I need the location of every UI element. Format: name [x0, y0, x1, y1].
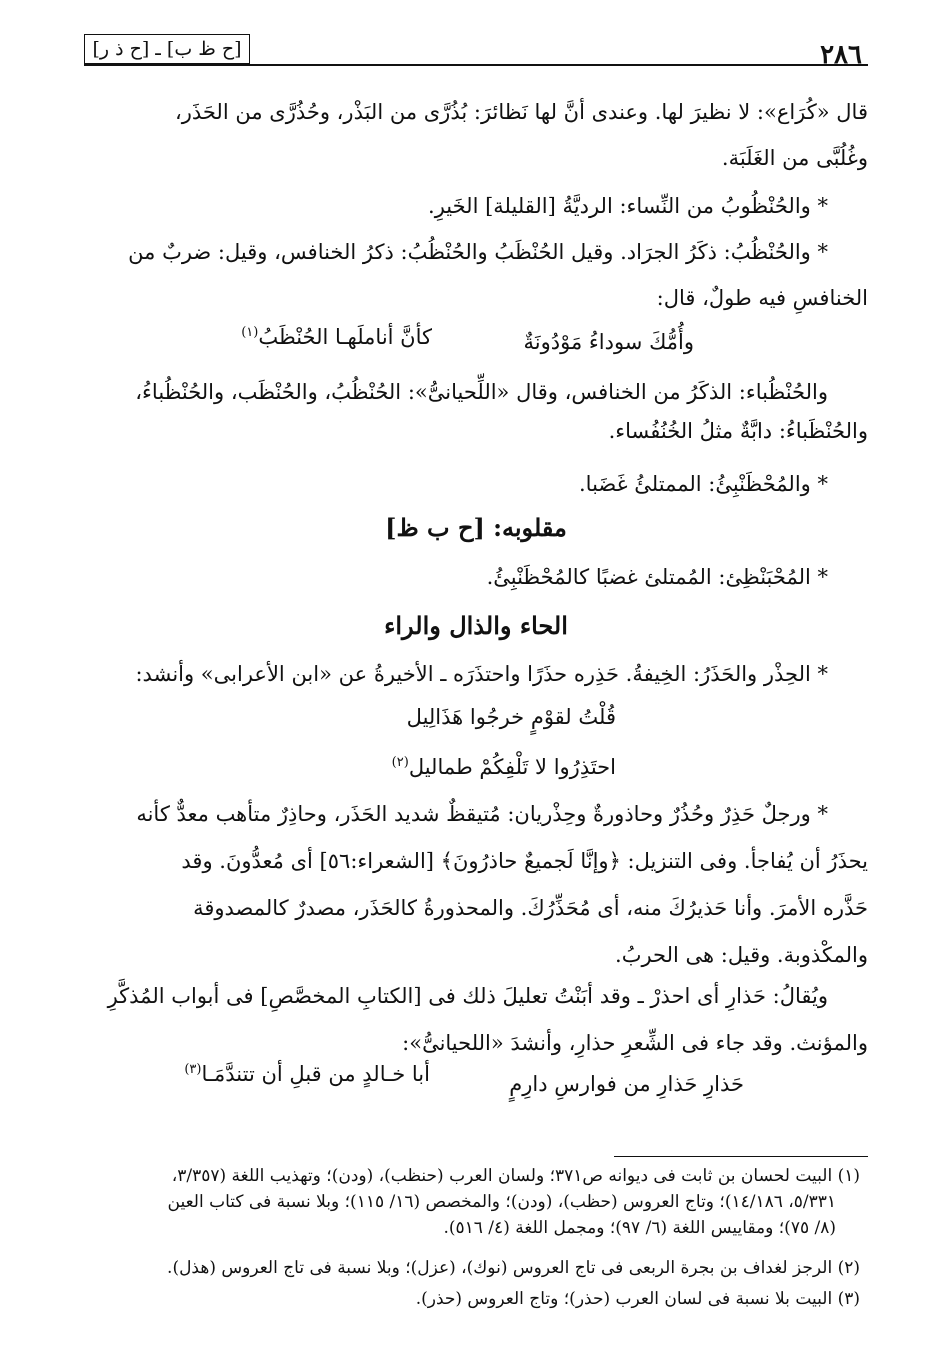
verse-3-second-hemistich	[184, 1062, 430, 1086]
paragraph-line: والحُنْظُباء: الذكَرُ من الخنافس، وقال «اللِّحيانىُّ»: الحُنْظُبُ، والحُنْظَب، والحُنْظُباءُ،	[135, 380, 828, 404]
paragraph-line: * والمُحْظَنْبِئُ: الممتلئُ غَضَبا.	[579, 472, 828, 496]
paragraph-line: وغُلُبَّى من الغَلَبَة.	[721, 146, 868, 170]
paragraph-line: * الحِذْر والحَذَرُ: الخِيفةُ. حَذِره حذَرًا واحتذَرَه ـ الأخيرةُ عن «ابن الأعرابى» وأنشد:	[135, 662, 828, 686]
verse-text: احتَذِرُوا لا تَلْفِكُمْ طماليل	[408, 755, 616, 779]
section-heading: مقلوبه: [ح ب ظ]	[385, 513, 567, 542]
paragraph-6	[84, 563, 868, 592]
paragraph-line: قال «كُرَاع»: لا نظيرَ لها. وعندى أنَّ لها نَظائرَ: بُذُرَّى من البَذْر، وحُذُرَّى من الحَذَر،	[174, 100, 868, 124]
verse-1-first-hemistich: وأُمُّكَ سوداءُ مَوْدُونَةٌ	[523, 330, 694, 354]
paragraph-line: يحذَرُ أن يُفاجأ. وفى التنزيل: ﴿وإنَّا لَجميعٌ حاذرُونَ﴾ [الشعراء:٥٦] أى مُعدُّونَ. وقد	[181, 849, 868, 873]
footnote-3: (٣) البيت بلا نسبة فى لسان العرب (حذر)؛ وتاج العروس (حذر).	[415, 1289, 860, 1309]
paragraph-9	[84, 982, 868, 1058]
footnote-line: ٥/٣٣١، ١٤/١٨٦)؛ وتاج العروس (حظب)، (ودن)؛ والمخصص (١٦/ ١١٥)؛ وبلا نسبة فى كتاب العين	[167, 1192, 836, 1212]
paragraph-line: والحُنْظَباءُ: دابَّةٌ مثلُ الخُنُفُساء.	[608, 419, 868, 443]
paragraph-line: الخنافسِ فيه طولٌ، قال:	[656, 286, 868, 310]
running-header: [ح ظ ب] ـ [ح ذ ر]	[84, 34, 250, 64]
footnote-1	[76, 1163, 860, 1241]
footnote-line: (١) البيت لحسان بن ثابت فى ديوانه ص٣٧١؛ ولسان العرب (حنظب)، (ودن)؛ وتهذيب اللغة (٣/٣٥٧،	[171, 1166, 860, 1186]
paragraph-line: ويُقالُ: حَذارِ أى احذرْ ـ وقد أبَنْتُ تعليلَ ذلك فى [الكتابِ المخصَّصِ] فى أبواب المُذكَّرِ	[107, 984, 828, 1008]
paragraph-line: * والحُنْظُوبُ من النِّساء: الرديَّةُ [القليلة] الخَيرِ.	[428, 194, 828, 218]
paragraph-line: * والحُنْظُبُ: ذكَرُ الجرَاد. وقيل الحُنْظَبُ والحُنْظُبُ: ذكرُ الخنافس، وقيل: ضربٌ من	[128, 240, 828, 264]
verse-2-line-2	[392, 755, 616, 779]
header-rule	[84, 64, 868, 66]
footnote-2: (٢) الرجز لغداف بن بجرة الربعى فى تاج العروس (نوك)، (عزل)؛ وبلا نسبة فى تاج العروس (هذل).	[167, 1258, 860, 1278]
paragraph-2	[84, 192, 868, 221]
paragraph-line: * المُحْبَنْظِئ: المُمتلئ غضبًا كالمُحْظَنْبِئُ.	[486, 565, 828, 589]
verse-1-second-hemistich	[241, 325, 432, 349]
paragraph-line: والمكْذوبة. وقيل: هى الحربُ.	[615, 943, 868, 967]
footnote-marker: (٢)	[391, 755, 409, 770]
page-number: ٢٨٦	[820, 40, 862, 70]
verse-text: كأنَّ أناملَهـا الحُنْظَبُ	[258, 325, 432, 349]
paragraph-7	[84, 660, 868, 689]
footnote-line: (٨/ ٧٥)؛ ومقاييس اللغة (٦/ ٩٧)؛ ومجمل اللغة (٤/ ٥١٦).	[443, 1218, 836, 1238]
verse-3-first-hemistich: حَذارِ حَذارِ من فوارسِ دارِمٍ	[509, 1072, 744, 1096]
footnote-separator	[614, 1156, 868, 1157]
footnote-marker: (١)	[241, 325, 259, 340]
footnote-marker: (٣)	[184, 1062, 202, 1077]
paragraph-5	[84, 470, 868, 499]
paragraph-line: والمؤنث. وقد جاء فى الشِّعرِ حذارِ، وأنشدَ «اللحيانىُّ»:	[402, 1031, 868, 1055]
section-heading: الحاء والذال والراء	[384, 611, 568, 640]
paragraph-3	[84, 238, 868, 313]
paragraph-4	[84, 378, 868, 446]
paragraph-line: * ورجلٌ حَذِرٌ وحُذُرٌ وحاذورةٌ وحِذْريان: مُتيقظٌ شديد الحَذَر، وحاذِرٌ متأهب معدٌّ كأنه	[136, 802, 828, 826]
verse-text: أبا خـالدٍ من قبلِ أن تتندَّمَـا	[201, 1062, 430, 1086]
verse-2-line-1: قُلْتُ لقوْمٍ خرجُوا هَذَالِيل	[406, 705, 616, 729]
paragraph-1	[84, 98, 868, 173]
paragraph-8	[84, 800, 868, 970]
paragraph-line: حَذَّره الأمرَ. وأنا حَذيرُكَ منه، أى مُحَذِّرُكَ. والمحذورةُ كالحَذَر، مصدرٌ كالمصدوقة	[193, 896, 868, 920]
